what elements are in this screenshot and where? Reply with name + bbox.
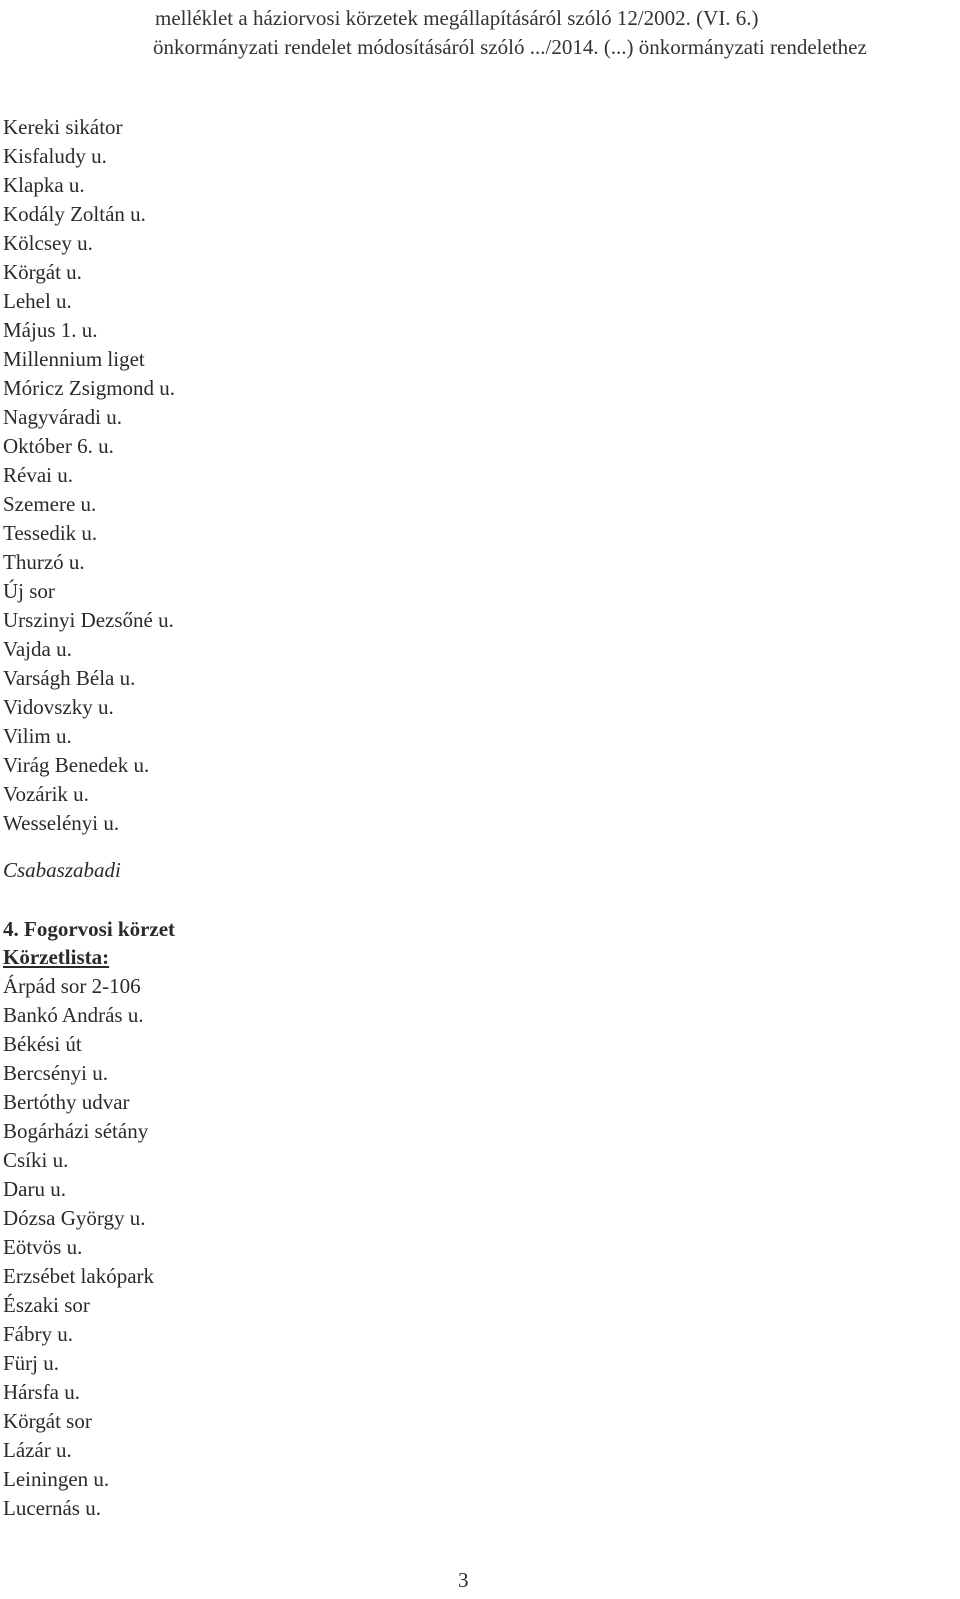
list-item: Varságh Béla u. — [3, 666, 136, 690]
list-item: Dózsa György u. — [3, 1206, 146, 1230]
list-item: Urszinyi Dezsőné u. — [3, 608, 174, 632]
list-item: Thurzó u. — [3, 550, 85, 574]
list-item: Kereki sikátor — [3, 115, 123, 139]
list-item: Árpád sor 2-106 — [3, 974, 141, 998]
list-item: Wesselényi u. — [3, 811, 120, 835]
list-item: Lucernás u. — [3, 1496, 101, 1520]
list-item: Kodály Zoltán u. — [3, 202, 146, 226]
list-item: Kisfaludy u. — [3, 144, 107, 168]
list-item: Virág Benedek u. — [3, 753, 150, 777]
list-item: Leiningen u. — [3, 1467, 110, 1491]
list-item: Tessedik u. — [3, 521, 98, 545]
list-item: Fábry u. — [3, 1322, 73, 1346]
list-item: Új sor — [3, 579, 55, 603]
list-item: Északi sor — [3, 1293, 90, 1317]
street-list-dental-district — [3, 972, 154, 1523]
list-item: Május 1. u. — [3, 318, 98, 342]
list-item: Eötvös u. — [3, 1235, 83, 1259]
document-header — [155, 4, 955, 62]
list-item: Bogárházi sétány — [3, 1119, 149, 1143]
list-label: Körzetlista: — [3, 945, 110, 969]
list-item: Békési út — [3, 1032, 82, 1056]
list-item: Október 6. u. — [3, 434, 114, 458]
list-item: Erzsébet lakópark — [3, 1264, 155, 1288]
list-item: Klapka u. — [3, 173, 85, 197]
list-item: Révai u. — [3, 463, 73, 487]
list-item: Bertóthy udvar — [3, 1090, 130, 1114]
list-item: Nagyváradi u. — [3, 405, 122, 429]
list-item: Fürj u. — [3, 1351, 60, 1375]
header-line-2: önkormányzati rendelet módosításáról szóló .../2014. (...) önkormányzati rendelethez — [153, 35, 867, 59]
header-line-1: melléklet a háziorvosi körzetek megállapításáról szóló 12/2002. (VI. 6.) — [155, 6, 759, 30]
list-item: Vidovszky u. — [3, 695, 114, 719]
street-list-continued — [3, 113, 175, 838]
district-name: Csabaszabadi — [3, 858, 121, 882]
list-item: Vozárik u. — [3, 782, 89, 806]
list-item: Bankó András u. — [3, 1003, 144, 1027]
list-item: Kölcsey u. — [3, 231, 93, 255]
list-item: Lázár u. — [3, 1438, 72, 1462]
section-title: 4. Fogorvosi körzet — [3, 917, 176, 941]
list-item: Lehel u. — [3, 289, 72, 313]
list-item: Vajda u. — [3, 637, 72, 661]
list-item: Körgát u. — [3, 260, 82, 284]
list-item: Daru u. — [3, 1177, 66, 1201]
list-item: Csíki u. — [3, 1148, 69, 1172]
list-item: Móricz Zsigmond u. — [3, 376, 176, 400]
list-item: Millennium liget — [3, 347, 145, 371]
page-number: 3 — [458, 1568, 469, 1592]
list-item: Bercsényi u. — [3, 1061, 108, 1085]
list-item: Körgát sor — [3, 1409, 92, 1433]
list-item: Szemere u. — [3, 492, 97, 516]
list-item: Hársfa u. — [3, 1380, 80, 1404]
list-item: Vilim u. — [3, 724, 72, 748]
